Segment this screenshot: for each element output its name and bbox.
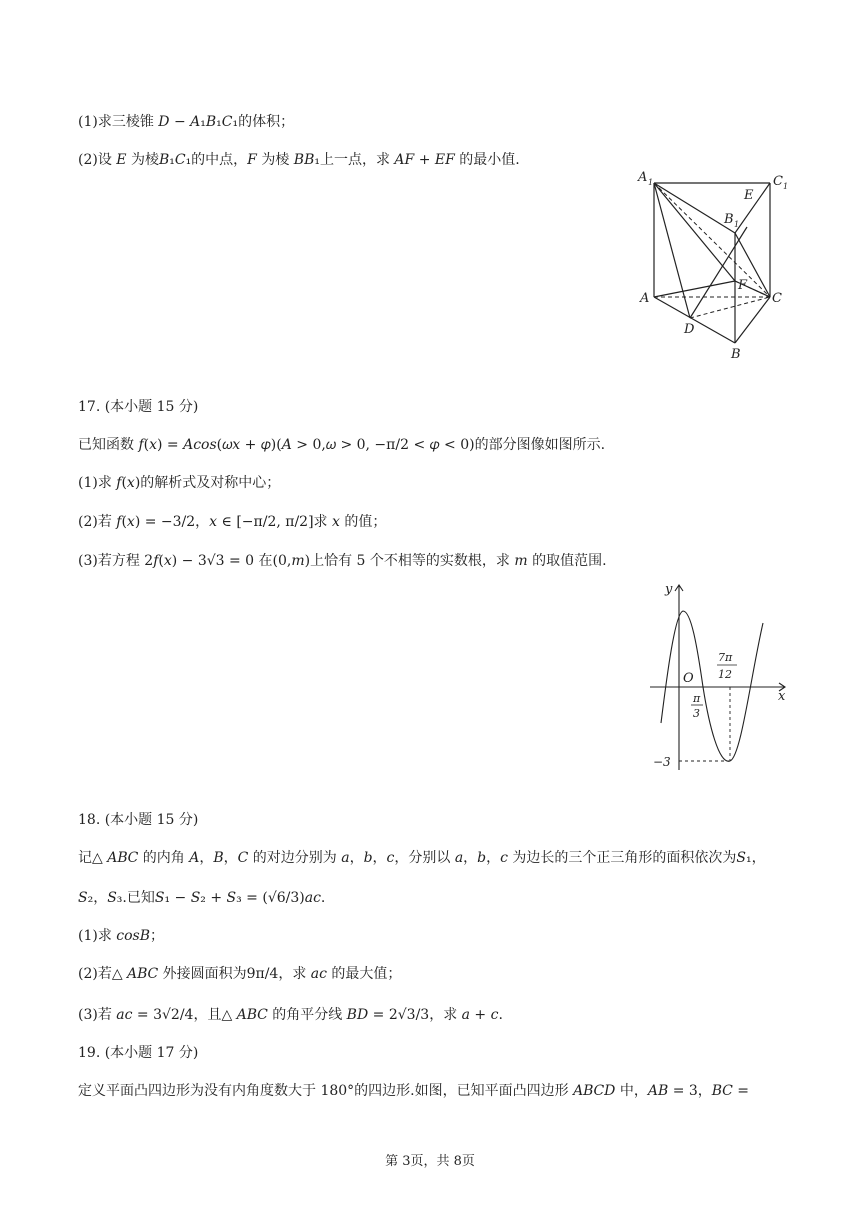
label-f: F bbox=[738, 278, 748, 293]
q18-part1: (1)求 𝑐𝑜𝑠𝐵； bbox=[78, 928, 165, 944]
q17-stem: 已知函数 𝑓(𝑥) = 𝐴𝑐𝑜𝑠(𝜔𝑥 + 𝜑)(𝐴 > 0,𝜔 > 0, −π/2 < 𝜑 < 0)的部分图像如图所示. bbox=[78, 437, 606, 453]
label-b1: B bbox=[724, 212, 734, 227]
q18-stem-1: 记△ 𝐴𝐵𝐶 的内角 𝐴，𝐵，𝐶 的对边分别为 𝑎，𝑏，𝑐，分别以 𝑎，𝑏，𝑐 为边长的三个正三角形的面积依次为𝑆₁， bbox=[78, 850, 766, 866]
q19-stem: 定义平面凸四边形为没有内角度数大于 180°的四边形.如图，已知平面凸四边形 𝐴𝐵𝐶𝐷 中，𝐴𝐵 = 3，𝐵𝐶 = bbox=[78, 1083, 749, 1099]
label-c1-sub: 1 bbox=[783, 182, 789, 191]
q18-part2: (2)若△ 𝐴𝐵𝐶 外接圆面积为9π/4，求 𝑎𝑐 的最大值； bbox=[78, 966, 402, 982]
label-b1-sub: 1 bbox=[734, 220, 740, 229]
q17-heading: 17. (本小题 15 分) bbox=[78, 399, 199, 415]
label-a: A bbox=[640, 291, 650, 306]
q16-part1: (1)求三棱锥 𝐷 − 𝐴₁𝐵₁𝐶₁的体积； bbox=[78, 114, 295, 130]
q17-part1: (1)求 𝑓(𝑥)的解析式及对称中心； bbox=[78, 475, 281, 491]
q17-part2: (2)若 𝑓(𝑥) = −3/2，𝑥 ∈ [−π/2, π/2]求 𝑥 的值； bbox=[78, 514, 387, 530]
label-7pi12-num: 7π bbox=[718, 651, 733, 664]
q19-heading: 19. (本小题 17 分) bbox=[78, 1045, 199, 1061]
q18-part3: (3)若 𝑎𝑐 = 3√2/4，且△ 𝐴𝐵𝐶 的角平分线 𝐵𝐷 = 2√3/3，求 𝑎 + 𝑐. bbox=[78, 1007, 503, 1023]
q18-heading: 18. (本小题 15 分) bbox=[78, 812, 199, 828]
label-neg3: −3 bbox=[653, 755, 671, 769]
label-pi3-num: π bbox=[693, 692, 701, 705]
label-7pi12-den: 12 bbox=[718, 668, 732, 681]
label-d: D bbox=[684, 322, 695, 337]
label-a1-sub: 1 bbox=[648, 178, 654, 187]
label-y: y bbox=[665, 582, 673, 597]
label-x: x bbox=[778, 689, 786, 704]
q18-stem-2: 𝑆₂，𝑆₃.已知𝑆₁ − 𝑆₂ + 𝑆₃ = (√6/3)𝑎𝑐. bbox=[78, 890, 326, 906]
page-footer: 第 3页，共 8页 bbox=[385, 1154, 475, 1169]
q17-part3: (3)若方程 2𝑓(𝑥) − 3√3 = 0 在(0,𝑚)上恰有 5 个不相等的实数根，求 𝑚 的取值范围. bbox=[78, 553, 607, 569]
function-graph bbox=[645, 575, 795, 775]
label-pi3-den: 3 bbox=[693, 707, 700, 720]
label-c1: C bbox=[773, 174, 783, 189]
label-a1: A bbox=[638, 170, 648, 185]
label-b: B bbox=[731, 347, 741, 362]
label-c: C bbox=[772, 291, 782, 306]
prism-figure bbox=[630, 165, 800, 365]
label-origin: O bbox=[683, 671, 694, 686]
q16-part2: (2)设 𝐸 为棱𝐵₁𝐶₁的中点，𝐹 为棱 𝐵𝐵₁上一点，求 𝐴𝐹 + 𝐸𝐹 的最小值. bbox=[78, 152, 520, 168]
label-e: E bbox=[744, 188, 754, 203]
